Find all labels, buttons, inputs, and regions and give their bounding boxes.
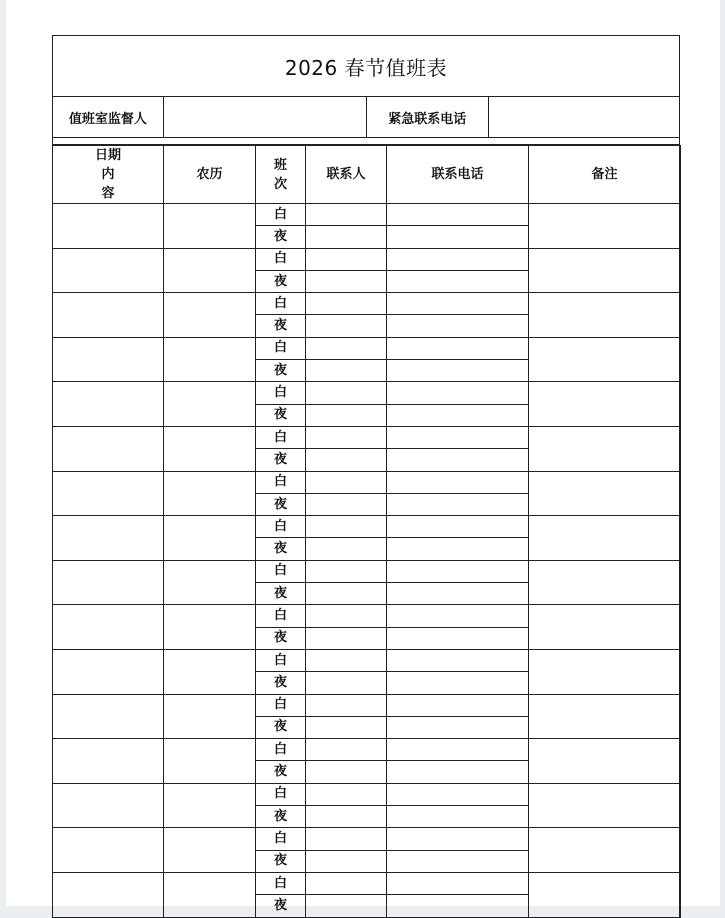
header-shift-line2: 次 (273, 176, 287, 192)
contact-cell[interactable] (306, 672, 387, 694)
table-row (53, 694, 681, 716)
roster-title: 2026 春节值班表 (53, 36, 679, 97)
remark-cell[interactable] (529, 605, 681, 650)
contact-cell[interactable] (306, 293, 387, 315)
phone-cell[interactable] (387, 360, 529, 382)
phone-cell[interactable] (387, 449, 529, 471)
contact-cell[interactable] (306, 426, 387, 448)
phone-cell[interactable] (387, 382, 529, 404)
lunar-cell[interactable] (164, 649, 256, 694)
shift-day-cell: 白 (256, 560, 306, 582)
contact-cell[interactable] (306, 627, 387, 649)
shift-night-cell: 夜 (256, 895, 306, 917)
table-row (53, 293, 681, 315)
phone-cell[interactable] (387, 806, 529, 828)
phone-cell[interactable] (387, 672, 529, 694)
header-contact: 联系人 (306, 146, 387, 204)
contact-cell[interactable] (306, 493, 387, 515)
table-row (53, 739, 681, 761)
table-row (53, 872, 681, 894)
date-cell[interactable] (53, 248, 164, 293)
phone-cell[interactable] (387, 270, 529, 292)
table-row (53, 605, 681, 627)
header-date-line1: 日期 (94, 148, 121, 163)
phone-cell[interactable] (387, 204, 529, 226)
document-page (6, 0, 720, 913)
header-phone: 联系电话 (387, 146, 529, 204)
table-row (53, 382, 681, 404)
date-cell[interactable] (53, 516, 164, 561)
phone-cell[interactable] (387, 493, 529, 515)
phone-cell[interactable] (387, 248, 529, 270)
table-row (53, 248, 681, 270)
lunar-cell[interactable] (164, 471, 256, 516)
shift-night-cell: 夜 (256, 270, 306, 292)
contact-cell[interactable] (306, 337, 387, 359)
remark-cell[interactable] (529, 204, 681, 249)
remark-cell[interactable] (529, 872, 681, 917)
shift-night-cell: 夜 (256, 761, 306, 783)
shift-day-cell: 白 (256, 204, 306, 226)
emergency-phone-label: 紧急联系电话 (367, 97, 489, 137)
phone-cell[interactable] (387, 828, 529, 850)
table-row (53, 560, 681, 582)
table-row (53, 337, 681, 359)
header-remark: 备注 (529, 146, 681, 204)
phone-cell[interactable] (387, 404, 529, 426)
date-cell[interactable] (53, 605, 164, 650)
contact-cell[interactable] (306, 649, 387, 671)
contact-cell[interactable] (306, 538, 387, 560)
phone-cell[interactable] (387, 872, 529, 894)
table-row (53, 828, 681, 850)
contact-cell[interactable] (306, 449, 387, 471)
remark-cell[interactable] (529, 382, 681, 427)
lunar-cell[interactable] (164, 337, 256, 382)
lunar-cell[interactable] (164, 426, 256, 471)
contact-cell[interactable] (306, 828, 387, 850)
contact-cell[interactable] (306, 204, 387, 226)
remark-cell[interactable] (529, 783, 681, 828)
lunar-cell[interactable] (164, 293, 256, 338)
phone-cell[interactable] (387, 850, 529, 872)
table-row (53, 471, 681, 493)
shift-day-cell: 白 (256, 739, 306, 761)
contact-cell[interactable] (306, 560, 387, 582)
remark-cell[interactable] (529, 516, 681, 561)
date-cell[interactable] (53, 426, 164, 471)
date-cell[interactable] (53, 694, 164, 739)
table-header-row (53, 146, 681, 204)
table-row (53, 516, 681, 538)
supervisor-label: 值班室监督人 (53, 97, 164, 137)
shift-night-cell: 夜 (256, 716, 306, 738)
header-shift-line1: 班 (273, 157, 287, 173)
contact-cell[interactable] (306, 516, 387, 538)
lunar-cell[interactable] (164, 516, 256, 561)
remark-cell[interactable] (529, 426, 681, 471)
remark-cell[interactable] (529, 828, 681, 873)
remark-cell[interactable] (529, 248, 681, 293)
phone-cell[interactable] (387, 471, 529, 493)
shift-day-cell: 白 (256, 828, 306, 850)
lunar-cell[interactable] (164, 605, 256, 650)
separator (53, 138, 679, 145)
shift-day-cell: 白 (256, 649, 306, 671)
lunar-cell[interactable] (164, 783, 256, 828)
date-cell[interactable] (53, 828, 164, 873)
phone-cell[interactable] (387, 426, 529, 448)
phone-cell[interactable] (387, 583, 529, 605)
lunar-cell[interactable] (164, 694, 256, 739)
phone-cell[interactable] (387, 560, 529, 582)
table-row (53, 649, 681, 671)
remark-cell[interactable] (529, 471, 681, 516)
phone-cell[interactable] (387, 293, 529, 315)
shift-day-cell: 白 (256, 426, 306, 448)
phone-cell[interactable] (387, 605, 529, 627)
contact-cell[interactable] (306, 248, 387, 270)
phone-cell[interactable] (387, 226, 529, 248)
header-date-line3: 容 (101, 186, 115, 201)
date-cell[interactable] (53, 293, 164, 338)
date-cell[interactable] (53, 649, 164, 694)
shift-day-cell: 白 (256, 382, 306, 404)
duty-table-body (53, 204, 681, 918)
remark-cell[interactable] (529, 293, 681, 338)
lunar-cell[interactable] (164, 872, 256, 917)
phone-cell[interactable] (387, 761, 529, 783)
contact-cell[interactable] (306, 226, 387, 248)
shift-day-cell: 白 (256, 293, 306, 315)
contact-cell[interactable] (306, 360, 387, 382)
shift-day-cell: 白 (256, 783, 306, 805)
phone-cell[interactable] (387, 538, 529, 560)
duty-table (52, 145, 681, 918)
emergency-phone-field[interactable] (489, 97, 679, 137)
lunar-cell[interactable] (164, 248, 256, 293)
date-cell[interactable] (53, 382, 164, 427)
date-cell[interactable] (53, 783, 164, 828)
shift-day-cell: 白 (256, 337, 306, 359)
shift-night-cell: 夜 (256, 627, 306, 649)
lunar-cell[interactable] (164, 560, 256, 605)
contact-cell[interactable] (306, 315, 387, 337)
lunar-cell[interactable] (164, 739, 256, 784)
table-row (53, 204, 681, 226)
date-cell[interactable] (53, 204, 164, 249)
header-shift (256, 146, 306, 204)
lunar-cell[interactable] (164, 382, 256, 427)
remark-cell[interactable] (529, 337, 681, 382)
date-cell[interactable] (53, 337, 164, 382)
header-date-line2: 内 (101, 167, 115, 182)
shift-night-cell: 夜 (256, 672, 306, 694)
shift-night-cell: 夜 (256, 538, 306, 560)
phone-cell[interactable] (387, 627, 529, 649)
contact-cell[interactable] (306, 761, 387, 783)
shift-day-cell: 白 (256, 605, 306, 627)
date-cell[interactable] (53, 471, 164, 516)
remark-cell[interactable] (529, 694, 681, 739)
contact-cell[interactable] (306, 404, 387, 426)
shift-day-cell: 白 (256, 471, 306, 493)
shift-day-cell: 白 (256, 516, 306, 538)
supervisor-row (53, 97, 679, 138)
phone-cell[interactable] (387, 783, 529, 805)
contact-cell[interactable] (306, 583, 387, 605)
phone-cell[interactable] (387, 649, 529, 671)
date-cell[interactable] (53, 739, 164, 784)
shift-night-cell: 夜 (256, 315, 306, 337)
remark-cell[interactable] (529, 739, 681, 784)
contact-cell[interactable] (306, 850, 387, 872)
phone-cell[interactable] (387, 716, 529, 738)
phone-cell[interactable] (387, 315, 529, 337)
phone-cell[interactable] (387, 337, 529, 359)
remark-cell[interactable] (529, 560, 681, 605)
shift-night-cell: 夜 (256, 806, 306, 828)
contact-cell[interactable] (306, 694, 387, 716)
remark-cell[interactable] (529, 649, 681, 694)
shift-night-cell: 夜 (256, 449, 306, 471)
shift-day-cell: 白 (256, 248, 306, 270)
header-lunar: 农历 (164, 146, 256, 204)
supervisor-field[interactable] (164, 97, 367, 137)
contact-cell[interactable] (306, 739, 387, 761)
contact-cell[interactable] (306, 382, 387, 404)
phone-cell[interactable] (387, 694, 529, 716)
table-row (53, 426, 681, 448)
shift-night-cell: 夜 (256, 850, 306, 872)
lunar-cell[interactable] (164, 828, 256, 873)
lunar-cell[interactable] (164, 204, 256, 249)
contact-cell[interactable] (306, 716, 387, 738)
table-row (53, 783, 681, 805)
contact-cell[interactable] (306, 270, 387, 292)
duty-roster-sheet (52, 35, 680, 918)
contact-cell[interactable] (306, 471, 387, 493)
contact-cell[interactable] (306, 872, 387, 894)
contact-cell[interactable] (306, 806, 387, 828)
shift-day-cell: 白 (256, 872, 306, 894)
shift-night-cell: 夜 (256, 226, 306, 248)
date-cell[interactable] (53, 872, 164, 917)
shift-night-cell: 夜 (256, 493, 306, 515)
header-date (53, 146, 164, 204)
shift-night-cell: 夜 (256, 404, 306, 426)
date-cell[interactable] (53, 560, 164, 605)
shift-day-cell: 白 (256, 694, 306, 716)
shift-night-cell: 夜 (256, 583, 306, 605)
contact-cell[interactable] (306, 605, 387, 627)
shift-night-cell: 夜 (256, 360, 306, 382)
phone-cell[interactable] (387, 739, 529, 761)
contact-cell[interactable] (306, 783, 387, 805)
phone-cell[interactable] (387, 516, 529, 538)
